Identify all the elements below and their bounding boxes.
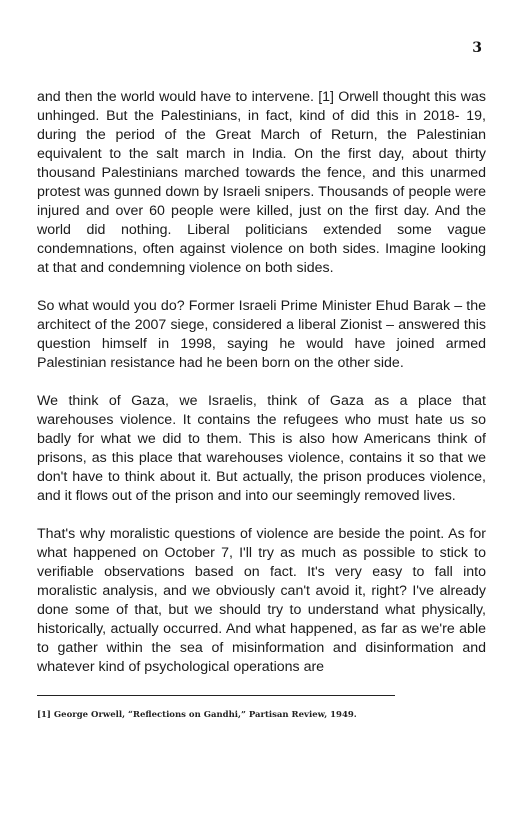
footnote: [1] George Orwell, “Reflections on Gandhi,” Partisan Review, 1949. — [37, 710, 357, 720]
paragraph-2: So what would you do? Former Israeli Prime Minister Ehud Barak – the architect of the 2007 siege, considered a liberal Zionist – answered this question himself in 1998, saying he would have joined armed Palestinian resistance had he been born on the other side. — [37, 298, 486, 371]
paragraph-1: and then the world would have to intervene. [1] Orwell thought this was unhinged. But the Palestinians, in fact, kind of did this in 2018- 19, during the period of the Great March of Return, the Palestinian equivalent to the salt march in India. On the first day, about thirty thousand Palestinians marched towards the fence, and this unarmed protest was gunned down by Israeli snipers. Thousands of people were injured and over 60 people were killed, just on the first day. And the world did nothing. Liberal politicians extended some vague condemnations, often against violence on both sides. Imagine looking at that and condemning violence on both sides. — [37, 89, 486, 276]
paragraph-3: We think of Gaza, we Israelis, think of Gaza as a place that warehouses violence. It contains the refugees who must hate us so badly for what we did to them. This is also how Americans think of prisons, as this place that warehouses violence, contains it so that we don't have to think about it. But actually, the prison produces violence, and it flows out of the prison and into our seemingly removed lives. — [37, 393, 486, 504]
page-number: 3 — [472, 40, 482, 56]
footnote-divider — [37, 695, 395, 696]
body-text — [37, 88, 486, 677]
paragraph-4: That's why moralistic questions of violence are beside the point. As for what happened on October 7, I'll try as much as possible to stick to verifiable observations based on fact. It's very easy to fall into moralistic analysis, and we obviously can't avoid it, right? I've already done some of that, but we should try to understand what physically, historically, actually occurred. And what happened, as far as we're able to gather within the sea of misinformation and disinformation and whatever kind of psychological operations are — [37, 526, 486, 675]
